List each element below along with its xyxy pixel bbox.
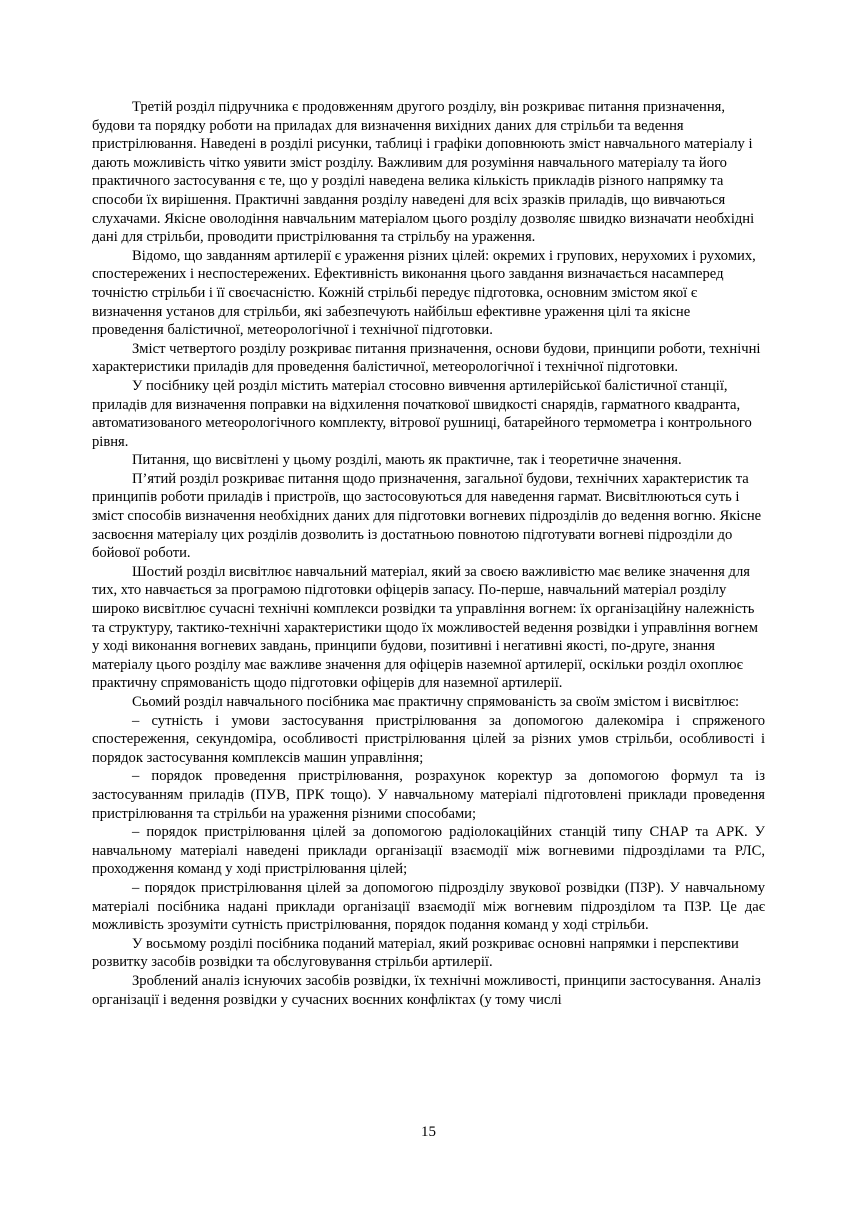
paragraph: Третій розділ підручника є продовженням другого розділу, він розкриває питання призначення, будови та порядку роботи на приладах для визначення вихідних даних для стрільби та ведення пристрілювання. Наведені в розділі рисунки, таблиці і графіки доповнюють зміст навчального матеріалу і дають можливість чітко уявити зміст розділу. Важливим для розуміння навчального матеріалу та його практичного застосування є те, що у розділі наведена велика кількість прикладів різного напрямку та способи їх вирішення. Практичні завдання розділу наведені для всіх зразків приладів, що вивчаються слухачами. Якісне оволодіння навчальним матеріалом цього розділу дозволяє швидко визначати необхідні дані для стрільби, проводити пристрілювання та стрільбу на ураження. [92, 99, 755, 246]
list-item: – сутність і умови застосування пристрілювання за допомогою далекоміра і спряженого спостереження, секундоміра, особливості пристрілювання цілей за різних умов стрільби, особливості і порядок застосування комплексів машин управління; [92, 712, 765, 766]
paragraph: У посібнику цей розділ містить матеріал стосовно вивчення артилерійської балістичної станції, приладів для визначення поправки на відхилення початкової швидкості снарядів, гарматного квадранта, автоматизованого метеорологічного комплекту, вітрової рушниці, батарейного термометра і контрольного рівня. [92, 377, 752, 450]
list-item: – порядок пристрілювання цілей за допомогою радіолокаційних станцій типу СНАР та АРК. У навчальному матеріалі наведені приклади організації взаємодії між вогневими підрозділами та РЛС, проходження команд у ході пристрілювання цілей; [92, 824, 765, 878]
paragraph: Питання, що висвітлені у цьому розділі, мають як практичне, так і теоретичне значення. [132, 452, 682, 469]
paragraph: П’ятий розділ розкриває питання щодо призначення, загальної будови, технічних характеристик та принципів роботи приладів і пристроїв, що застосовуються для наведення гармат. Висвітлюються суть і зміст способів визначення необхідних даних для підготовки вогневих підрозділів до ведення вогню. Якісне засвоєння матеріалу цих розділів дозволить із достатньою повнотою підготувати вогневі підрозділи до бойової роботи. [92, 470, 762, 562]
page-number: 15 [421, 1124, 436, 1140]
paragraph: Відомо, що завданням артилерії є ураження різних цілей: окремих і групових, нерухомих і рухомих, спостережених і неспостережених. Ефективність виконання цього завдання визначається насамперед точністю стрільби і її своєчасністю. Кожній стрільбі передує підготовка, основним змістом якої є визначення установ для стрільби, які забезпечують найбільш ефективне ураження цілі та якісне проведення балістичної, метеорологічної і технічної підготовки. [92, 247, 756, 339]
paragraph: Зроблений аналіз існуючих засобів розвідки, їх технічні можливості, принципи застосування. Аналіз організації і ведення розвідки у сучасних воєнних конфліктах (у тому числі [92, 972, 761, 1008]
list-item: – порядок проведення пристрілювання, розрахунок коректур за допомогою формул та із застосуванням приладів (ПУВ, ПРК тощо). У навчальному матеріалі підготовлені приклади проведення пристрілювання та стрільби на ураження різними способами; [92, 768, 765, 822]
body-text [92, 98, 765, 1009]
paragraph: У восьмому розділі посібника поданий матеріал, який розкриває основні напрямки і перспективи розвитку засобів розвідки та обслуговування стрільби артилерії. [92, 935, 739, 971]
paragraph: Сьомий розділ навчального посібника має практичну спрямованість за своїм змістом і висвітлює: [132, 694, 740, 710]
paragraph: Зміст четвертого розділу розкриває питання призначення, основи будови, принципи роботи, технічні характеристики приладів для проведення балістичної, метеорологічної і технічної підготовки. [92, 340, 761, 376]
paragraph: Шостий розділ висвітлює навчальний матеріал, який за своєю важливістю має велике значення для тих, хто навчається за програмою підготовки офіцерів запасу. По-перше, навчальний матеріал розділу широко висвітлює сучасні технічні комплекси розвідки та управління вогнем: їх організаційну належність та структуру, тактико-технічні характеристики щодо їх можливостей ведення розвідки і управління вогнем у ході виконання вогневих завдань, принципи будови, позитивні і негативні якості, по-друге, знання матеріалу цього розділу має важливе значення для офіцерів наземної артилерії, оскільки розділ охоплює практичну спрямованість щодо підготовки офіцерів для наземної артилерії. [92, 563, 758, 692]
list-item: – порядок пристрілювання цілей за допомогою підрозділу звукової розвідки (ПЗР). У навчальному матеріалі посібника надані приклади організації взаємодії між вогневим підрозділом та ПЗР. Це дає можливість зрозуміти сутність пристрілювання, порядок подання команд у ході стрільби. [92, 879, 765, 934]
